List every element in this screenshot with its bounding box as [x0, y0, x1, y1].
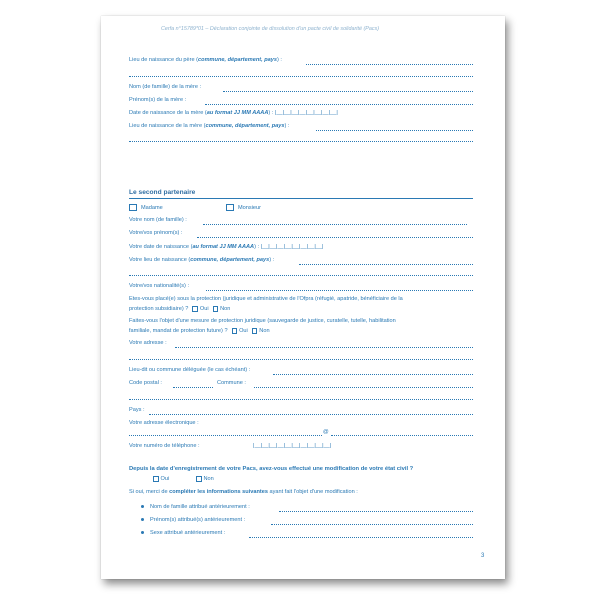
phone-label: Votre numéro de téléphone : — [129, 443, 200, 449]
form-header: Cerfa n°15789*01 – Déclaration conjointe de dissolution d'un pacte civil de solidarité (Pacs) — [161, 26, 380, 32]
partner-firstnames-field[interactable] — [197, 237, 473, 238]
mother-birthdate-field[interactable]: |__|__|__|__|__|__|__|__| — [274, 110, 338, 116]
partner-nationality-field[interactable] — [206, 290, 473, 291]
monsieur-checkbox[interactable] — [226, 204, 234, 211]
email-field-domain[interactable] — [331, 435, 473, 436]
civil-status-non-option[interactable]: Non — [192, 476, 214, 483]
gender-monsieur-option[interactable]: Monsieur — [226, 204, 261, 212]
partner-birthplace-field-2[interactable] — [129, 275, 473, 276]
ofpra-question-line1: Etes-vous placé(e) sous la protection (juridique et administrative de l'Ofpra (réfugié, apatride, bénéficiaire de la — [129, 296, 403, 302]
partner-birthplace-field[interactable] — [299, 264, 473, 265]
partner-birthdate-label: Votre date de naissance (au format JJ MM AAAA) : |__|__|__|__|__|__|__|__| — [129, 244, 324, 250]
lieu-dit-field[interactable] — [273, 374, 473, 375]
partner-lastname-label: Votre nom (de famille) : — [129, 217, 187, 223]
commune-field[interactable] — [254, 387, 473, 388]
partner-birthplace-label: Votre lieu de naissance (commune, département, pays) : — [129, 257, 275, 263]
bullet-icon — [141, 505, 144, 508]
mother-birthplace-field-2[interactable] — [129, 141, 473, 142]
mother-birthdate-label: Date de naissance de la mère (au format JJ MM AAAA) : |__|__|__|__|__|__|__|__| — [129, 110, 338, 116]
section-title-second-partner: Le second partenaire — [129, 189, 196, 196]
previous-lastname-label: Nom de famille attribué antérieurement : — [141, 504, 250, 511]
measure-non-checkbox[interactable] — [252, 328, 258, 334]
previous-sex-field[interactable] — [249, 537, 473, 538]
section-divider — [129, 198, 473, 199]
postal-code-field[interactable] — [173, 387, 213, 388]
phone-field[interactable]: |__|__|__|__|__|__|__|__|__|__| — [253, 443, 332, 449]
ofpra-non-checkbox[interactable] — [213, 306, 219, 312]
partner-address-field[interactable] — [175, 347, 473, 348]
form-page — [101, 16, 505, 579]
previous-firstnames-label: Prénom(s) attribué(s) antérieurement : — [141, 517, 245, 524]
mother-birthplace-field[interactable] — [316, 130, 473, 131]
civil-status-non-checkbox[interactable] — [196, 476, 202, 482]
father-birthplace-label: Lieu de naissance du père (commune, département, pays) : — [129, 57, 282, 63]
ofpra-question-line2: protection subsidiaire) ? Oui Non — [129, 306, 231, 313]
measure-question-line1: Faites-vous l'objet d'une mesure de protection juridique (sauvegarde de justice, curatelle, tutelle, habilitation — [129, 318, 396, 324]
partner-lastname-field[interactable] — [203, 224, 467, 225]
mother-firstnames-label: Prénom(s) de la mère : — [129, 97, 187, 103]
country-field[interactable] — [149, 414, 473, 415]
previous-lastname-field[interactable] — [279, 511, 473, 512]
email-at-sign: @ — [323, 429, 329, 435]
postal-code-label: Code postal : — [129, 380, 162, 386]
partner-address-label: Votre adresse : — [129, 340, 167, 346]
country-label: Pays : — [129, 407, 145, 413]
ofpra-oui-checkbox[interactable] — [192, 306, 198, 312]
page-number: 3 — [481, 553, 485, 559]
email-field-user[interactable] — [129, 435, 322, 436]
mother-firstnames-field[interactable] — [205, 104, 473, 105]
measure-question-line2: familiale, mandat de protection future) ? Oui Non — [129, 328, 270, 335]
lieu-dit-label: Lieu-dit ou commune déléguée (le cas échéant) : — [129, 367, 251, 373]
commune-label: Commune : — [217, 380, 246, 386]
mother-birthplace-label: Lieu de naissance de la mère (commune, département, pays) : — [129, 123, 290, 129]
civil-status-question: Depuis la date d'enregistrement de votre Pacs, avez-vous effectué une modification de votre état civil ? — [129, 466, 414, 472]
civil-status-oui-checkbox[interactable] — [153, 476, 159, 482]
partner-firstnames-label: Votre/vos prénom(s) : — [129, 230, 183, 236]
email-label: Votre adresse électronique : — [129, 420, 199, 426]
commune-field-2[interactable] — [129, 399, 473, 400]
previous-firstnames-field[interactable] — [271, 524, 473, 525]
partner-nationality-label: Votre/vos nationalité(s) : — [129, 283, 190, 289]
gender-madame-option[interactable]: Madame — [129, 204, 163, 212]
mother-lastname-field[interactable] — [223, 91, 473, 92]
measure-oui-checkbox[interactable] — [232, 328, 238, 334]
partner-address-field-2[interactable] — [129, 359, 473, 360]
previous-sex-label: Sexe attribué antérieurement : — [141, 530, 225, 537]
partner-birthdate-field[interactable]: |__|__|__|__|__|__|__|__| — [260, 244, 324, 250]
bullet-icon — [141, 518, 144, 521]
bullet-icon — [141, 531, 144, 534]
father-birthplace-field[interactable] — [306, 64, 473, 65]
madame-checkbox[interactable] — [129, 204, 137, 211]
mother-lastname-label: Nom (de famille) de la mère : — [129, 84, 202, 90]
civil-status-followup: Si oui, merci de compléter les informations suivantes ayant fait l'objet d'une modification : — [129, 489, 358, 495]
father-birthplace-field-2[interactable] — [129, 76, 473, 77]
civil-status-oui-option[interactable]: Oui — [149, 476, 169, 483]
